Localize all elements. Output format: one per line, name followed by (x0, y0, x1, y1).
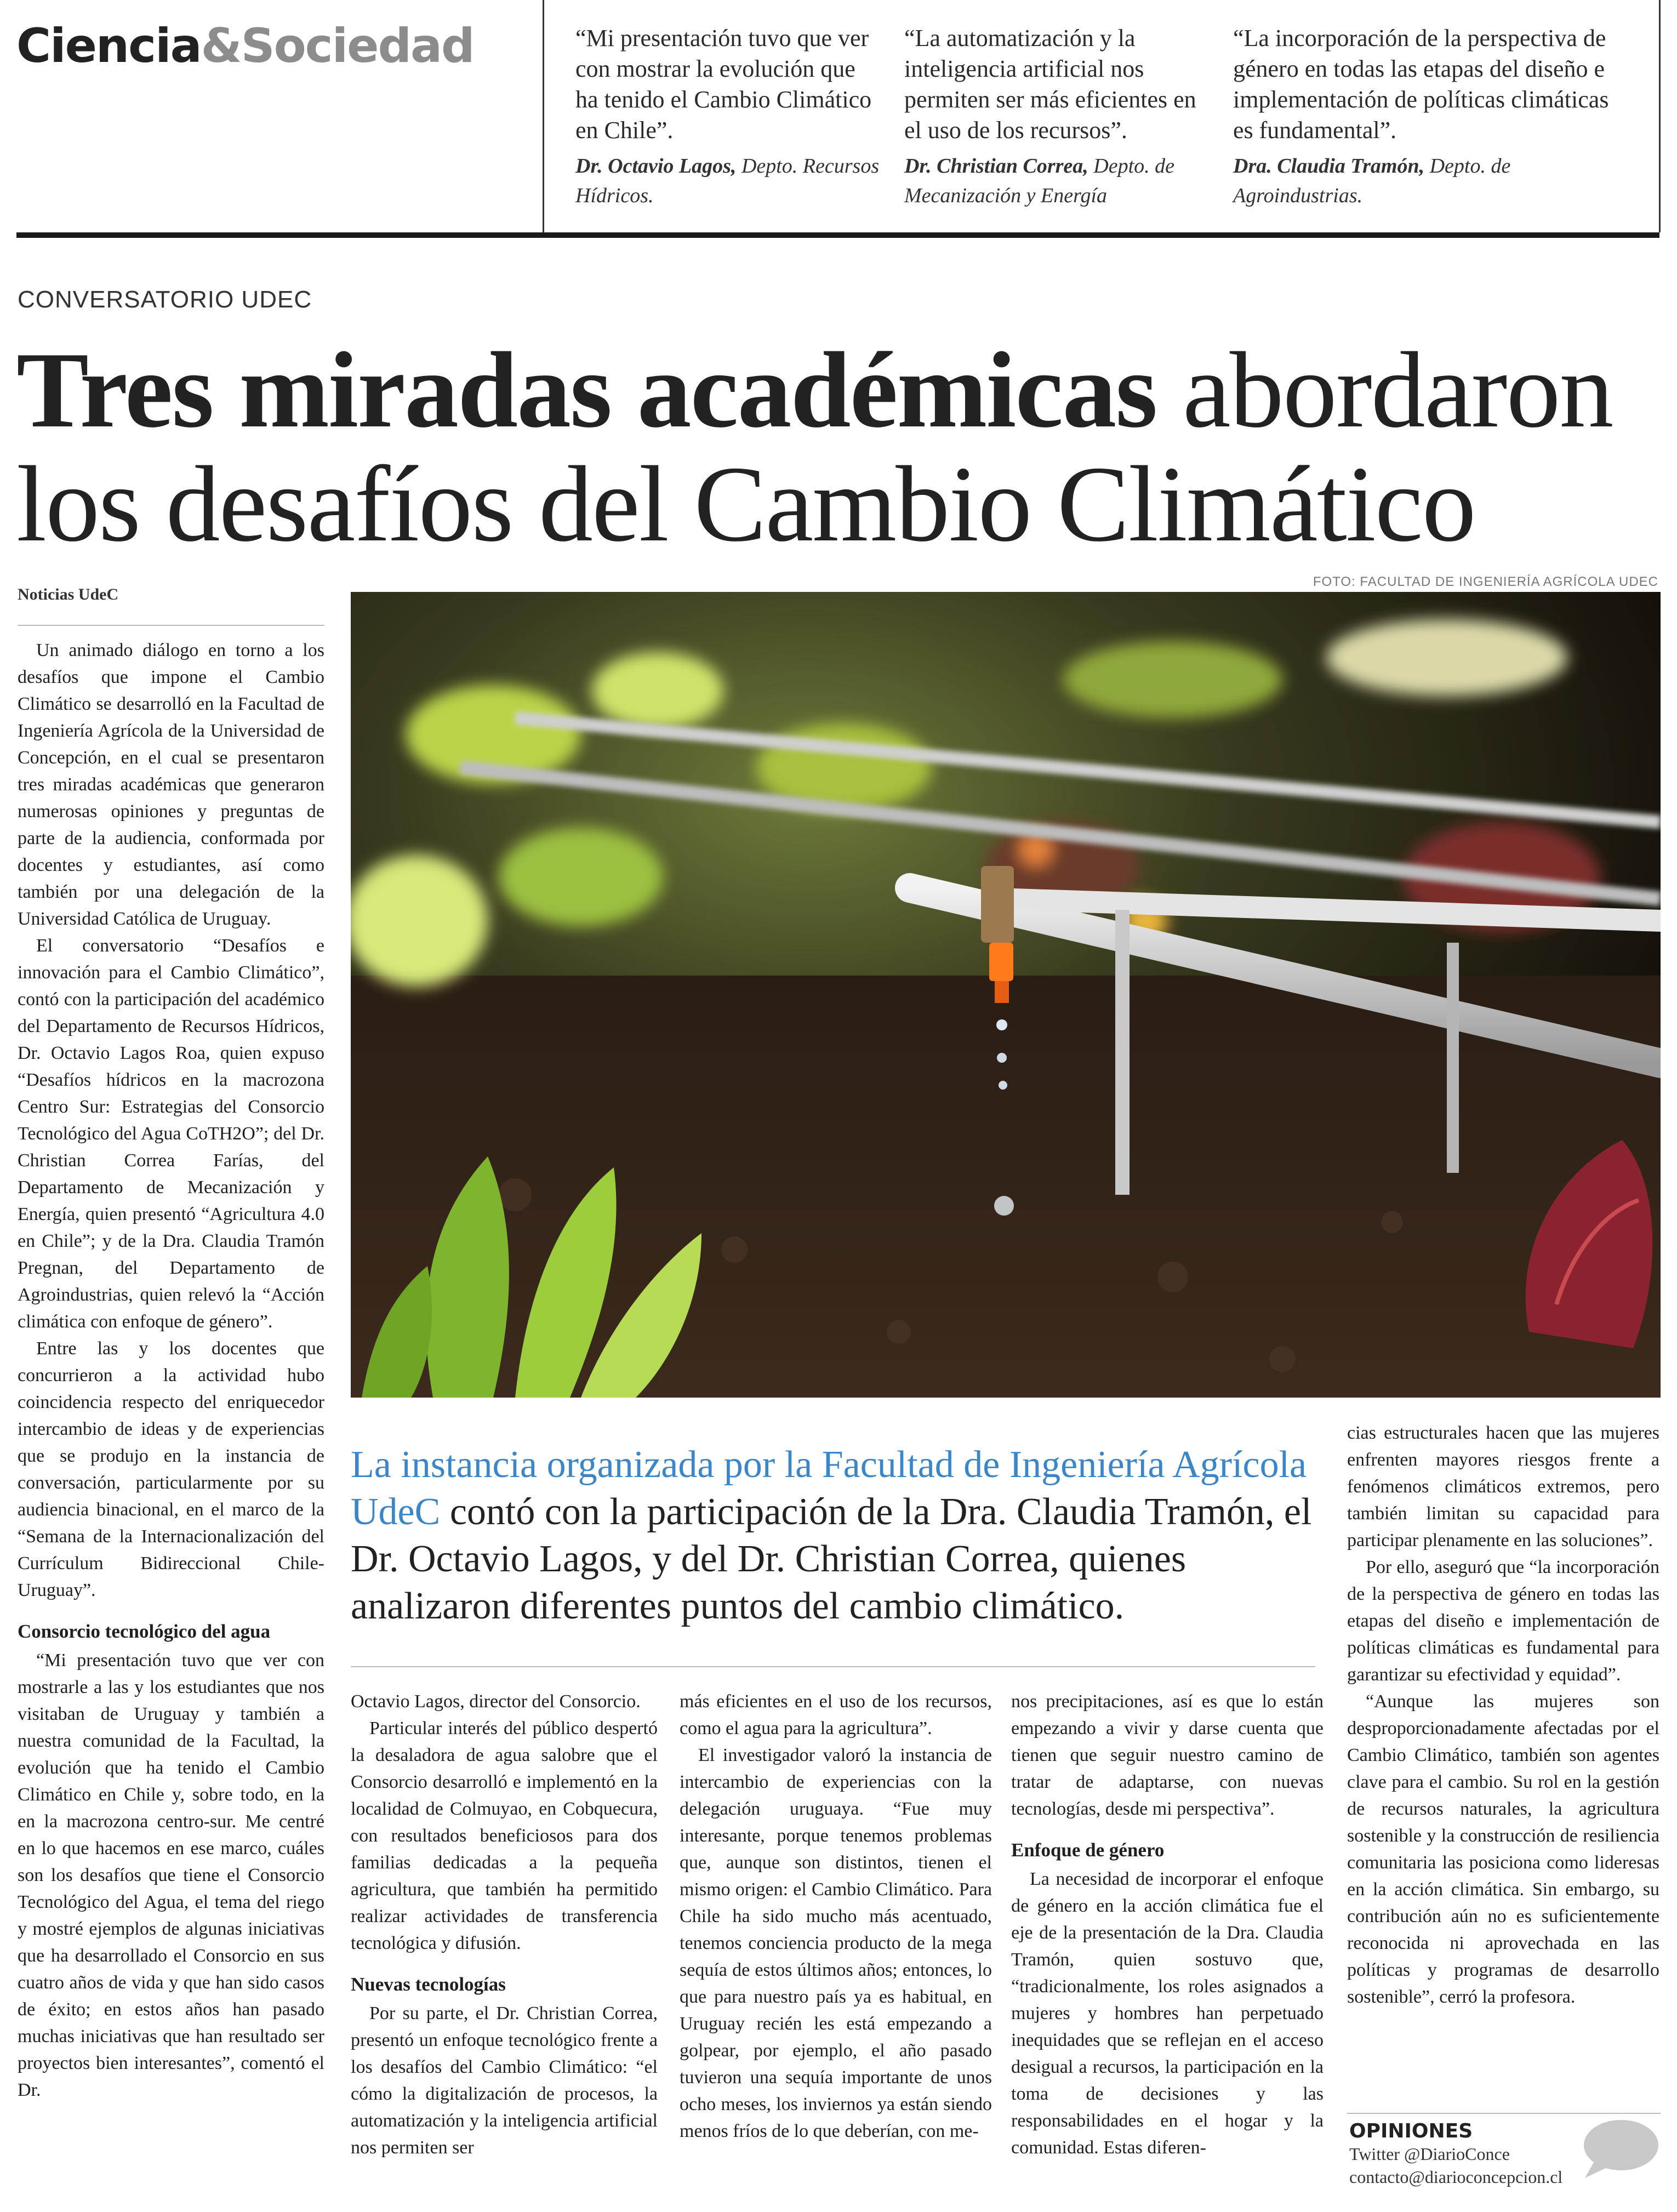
subheading: Consorcio tecnológico del agua (18, 1621, 271, 1642)
article-column-1 (18, 637, 324, 2103)
kicker: CONVERSATORIO UDEC (18, 286, 312, 313)
article-column-4 (1011, 1688, 1324, 2161)
article-column-3 (680, 1688, 992, 2145)
paragraph: más eficientes en el uso de los recursos, como el agua para la agricultura”. (680, 1691, 992, 1738)
quote-author: Dr. Octavio Lagos, Depto. Recursos Hídricos. (575, 155, 880, 207)
opinions-title: OPINIONES (1349, 2120, 1473, 2142)
paragraph: Por su parte, el Dr. Christian Correa, presentó un enfoque tecnológico frente a los desafíos del Cambio Climático: “el cómo la digitalización de procesos, la automatización y la inteligencia artificial nos permiten ser (351, 2003, 658, 2158)
headline-bold: Tres miradas académicas (16, 330, 1157, 450)
quote-block-1 (575, 23, 882, 210)
section-ampersand: & (201, 19, 241, 73)
quote-author: Dra. Claudia Tramón, Depto. de Agroindustrias. (1233, 155, 1511, 207)
pullquote-text: contó con la participación de la Dra. Claudia Tramón, el Dr. Octavio Lagos, y del Dr. Christian Correa, quienes analizaron diferentes puntos del cambio climático. (351, 1491, 1312, 1627)
article-column-5 (1347, 1419, 1659, 2010)
header-divider (543, 0, 544, 232)
quote-author: Dr. Christian Correa, Depto. de Mecanización y Energía (904, 155, 1175, 207)
header-right-border (1659, 0, 1661, 232)
paragraph: “Mi presentación tuvo que ver con mostrarle a las y los estudiantes que nos visitaban de Uruguay y también a nuestra comunidad de la Facultad, la evolución que ha tenido el Cambio Climático en Chile y, sobre todo, en la en la macrozona centro-sur. Me centré en lo que hacemos en ese marco, cuáles son los desafíos que tiene el Consorcio Tecnológico del Agua, el tema del riego y mostré ejemplos de algunas iniciativas que ha desarrollado el Consorcio en sus cuatro años de vida y que han sido casos de éxito; en estos años han pasado muchas iniciativas que han resultado ser proyectos bien interesantes”, comentó el Dr. (18, 1650, 324, 2100)
pullquote-highlight: La instancia organizada por la Facultad de Ingeniería Agrícola UdeC (351, 1444, 1307, 1533)
paragraph: Entre las y los docentes que concurrieron a la actividad hubo coincidencia respecto del enriquecedor intercambio de ideas y de experiencias que se produjo en la instancia de conversación, particularmente por su audiencia binacional, en el marco de la “Semana de la Internacionalización del Currículum Bidireccional Chile-Uruguay”. (18, 1338, 324, 1600)
quote-text: “Mi presentación tuvo que ver con mostrar la evolución que ha tenido el Cambio Climático en Chile”. (575, 25, 872, 144)
subheading: Nuevas tecnologías (351, 1974, 506, 1995)
quote-block-2 (904, 23, 1211, 210)
subheading: Enfoque de género (1011, 1839, 1165, 1861)
section-brand (16, 19, 474, 73)
header-rule (16, 232, 1659, 238)
article-photo (351, 592, 1661, 1398)
article-column-2 (351, 1688, 658, 2161)
paragraph: Particular interés del público despertó la desaladora de agua salobre que el Consorcio desarrolló e implementó en la localidad de Colmuyao, en Cobquecura, con resultados beneficiosos para dos familias dedicadas a la pequeña agricultura, que también ha permitido realizar actividades de transferencia tecnológica y difusión. (351, 1718, 658, 1953)
headline (16, 330, 1661, 564)
speech-bubble-icon (1578, 2117, 1661, 2185)
byline-rule (18, 625, 324, 626)
section-name-part1: Ciencia (16, 19, 201, 73)
opinions-email[interactable]: contacto@diarioconcepcion.cl (1349, 2167, 1563, 2187)
photo-credit: FOTO: FACULTAD DE INGENIERÍA AGRÍCOLA UDEC (1313, 574, 1658, 589)
paragraph: cias estructurales hacen que las mujeres enfrenten mayores riesgos frente a fenómenos climáticos extremos, pero también limitan su capacidad para participar plenamente en las soluciones”. (1347, 1423, 1659, 1550)
paragraph: Un animado diálogo en torno a los desafíos que impone el Cambio Climático se desarrolló en la Facultad de Ingeniería Agrícola de la Universidad de Concepción, en el cual se presentaron tres miradas académicas que generaron numerosas opiniones y preguntas de parte de la audiencia, conformada por docentes y estudiantes, así como también por una delegación de la Universidad Católica de Uruguay. (18, 640, 324, 929)
quote-block-3 (1233, 23, 1628, 210)
paragraph: El conversatorio “Desafíos e innovación para el Cambio Climático”, contó con la participación del académico del Departamento de Recursos Hídricos, Dr. Octavio Lagos Roa, quien expuso “Desafíos hídricos en la macrozona Centro Sur: Estrategias del Consorcio Tecnológico del Agua CoTH2O”; del Dr. Christian Correa Farías, del Departamento de Mecanización y Energía, quien presentó “Agricultura 4.0 en Chile”; y de la Dra. Claudia Tramón Pregnan, del Departamento de Agroindustrias, quien relevó la “Acción climática con enfoque de género”. (18, 936, 324, 1332)
paragraph: El investigador valoró la instancia de intercambio de experiencias con la delegación uruguaya. “Fue muy interesante, porque tenemos problemas que, aunque son distintos, tienen el mismo origen: el Cambio Climático. Para Chile ha sido mucho más acentuado, tenemos conciencia producto de la mega sequía de estos últimos años; entonces, lo que para nuestro país ya es habitual, en Uruguay recién les está empezando a golpear, por ejemplo, el año pasado tuvieron una sequía importante de unos ocho meses, los inviernos ya están siendo menos fríos de lo que deberían, con me- (680, 1745, 992, 2141)
quote-text: “La automatización y la inteligencia artificial nos permiten ser más eficientes en el uso de los recursos”. (904, 25, 1196, 144)
pullquote-rule (351, 1666, 1315, 1667)
paragraph: “Aunque las mujeres son desproporcionadamente afectadas por el Cambio Climático, también son agentes clave para el cambio. Su rol en la gestión de recursos naturales, la agricultura sostenible y la construcción de resiliencia comunitaria las posiciona como lideresas en la acción climática. Sin embargo, su contribución aún no es suficientemente reconocida ni aprovechada en las políticas y programas de desarrollo sostenible”, cerró la profesora. (1347, 1691, 1659, 2007)
pullquote (351, 1441, 1315, 1630)
section-name-part2: Sociedad (241, 19, 474, 73)
paragraph: La necesidad de incorporar el enfoque de género en la acción climática fue el eje de la presentación de la Dra. Claudia Tramón, quien sostuvo que, “tradicionalmente, los roles asignados a mujeres y hombres han perpetuado inequidades que se reflejan en el acceso desigual a recursos, la participación en la toma de decisiones y las responsabilidades en el hogar y la comunidad. Estas diferen- (1011, 1869, 1324, 2158)
opinions-rule (1347, 2113, 1661, 2114)
paragraph: nos precipitaciones, así es que lo están empezando a vivir y darse cuenta que tienen que seguir nuestro camino de tratar de adaptarse, con nuevas tecnologías, desde mi perspectiva”. (1011, 1691, 1324, 1819)
paragraph: Por ello, aseguró que “la incorporación de la perspectiva de género en todas las etapas del diseño e implementación de políticas climáticas es fundamental para garantizar su efectividad y equidad”. (1347, 1557, 1659, 1685)
opinions-twitter[interactable]: Twitter @DiarioConce (1349, 2144, 1510, 2164)
quote-text: “La incorporación de la perspectiva de género en todas las etapas del diseño e implementación de políticas climáticas es fundamental”. (1233, 25, 1609, 144)
byline: Noticias UdeC (18, 585, 119, 603)
paragraph: Octavio Lagos, director del Consorcio. (351, 1691, 641, 1712)
headline-regular: abordaron los desafíos del Cambio Climático (16, 330, 1613, 564)
